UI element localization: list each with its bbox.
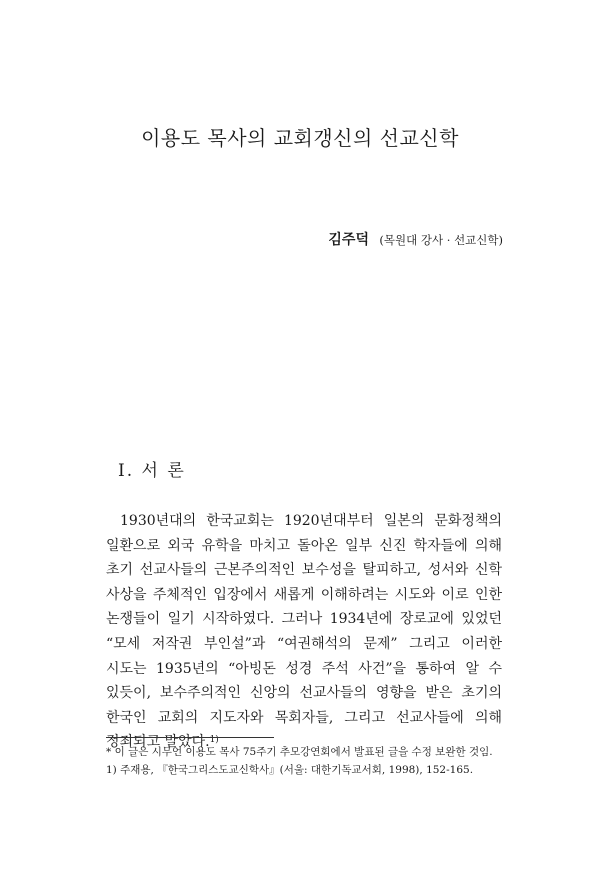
body-paragraph-text: 1930년대의 한국교회는 1920년대부터 일본의 문화정책의 일환으로 외국 유학을 마치고 돌아온 일부 신진 학자들에 의해 초기 선교사들의 근본주의적인 보수성을 탈피하고, 성서와 신학 사상을 주체적인 입장에서 새롭게 이해하려는 시도와 이로 인한 논쟁들이 일기 시작하였다. 그러나 1934년에 장로교에 있었던 “모세 저작권 부인설”과 “여권해석의 문제” 그리고 이러한 시도는 1935년의 “아빙돈 성경 주석 사건”을 통하여 알 수 있듯이, 보수주의적인 신앙의 선교사들의 영향을 받은 초기의 한국인 교회의 지도자와 목회자들, 그리고 선교사들에 의해 정죄되고 말았다. bbox=[106, 513, 502, 751]
section-heading: I. 서 론 bbox=[118, 461, 186, 481]
footnote-divider bbox=[106, 737, 274, 738]
paper-title: 이용도 목사의 교회갱신의 선교신학 bbox=[141, 126, 459, 150]
footnote-1: 1) 주재용, 『한국그리스도교신학사』(서울: 대한기독교서회, 1998), 152-165. bbox=[106, 764, 474, 776]
author-line bbox=[328, 229, 503, 249]
body-paragraph bbox=[106, 509, 502, 755]
author-affiliation: (목원대 강사 · 선교신학) bbox=[379, 233, 503, 247]
footnotes bbox=[106, 743, 506, 779]
footnote-reference: 1) bbox=[209, 735, 219, 746]
author-name: 김주덕 bbox=[328, 232, 369, 248]
footnote-star: * 이 글은 시무언 이용도 목사 75주기 추모강연회에서 발표된 글을 수정 보완한 것임. bbox=[106, 746, 493, 758]
